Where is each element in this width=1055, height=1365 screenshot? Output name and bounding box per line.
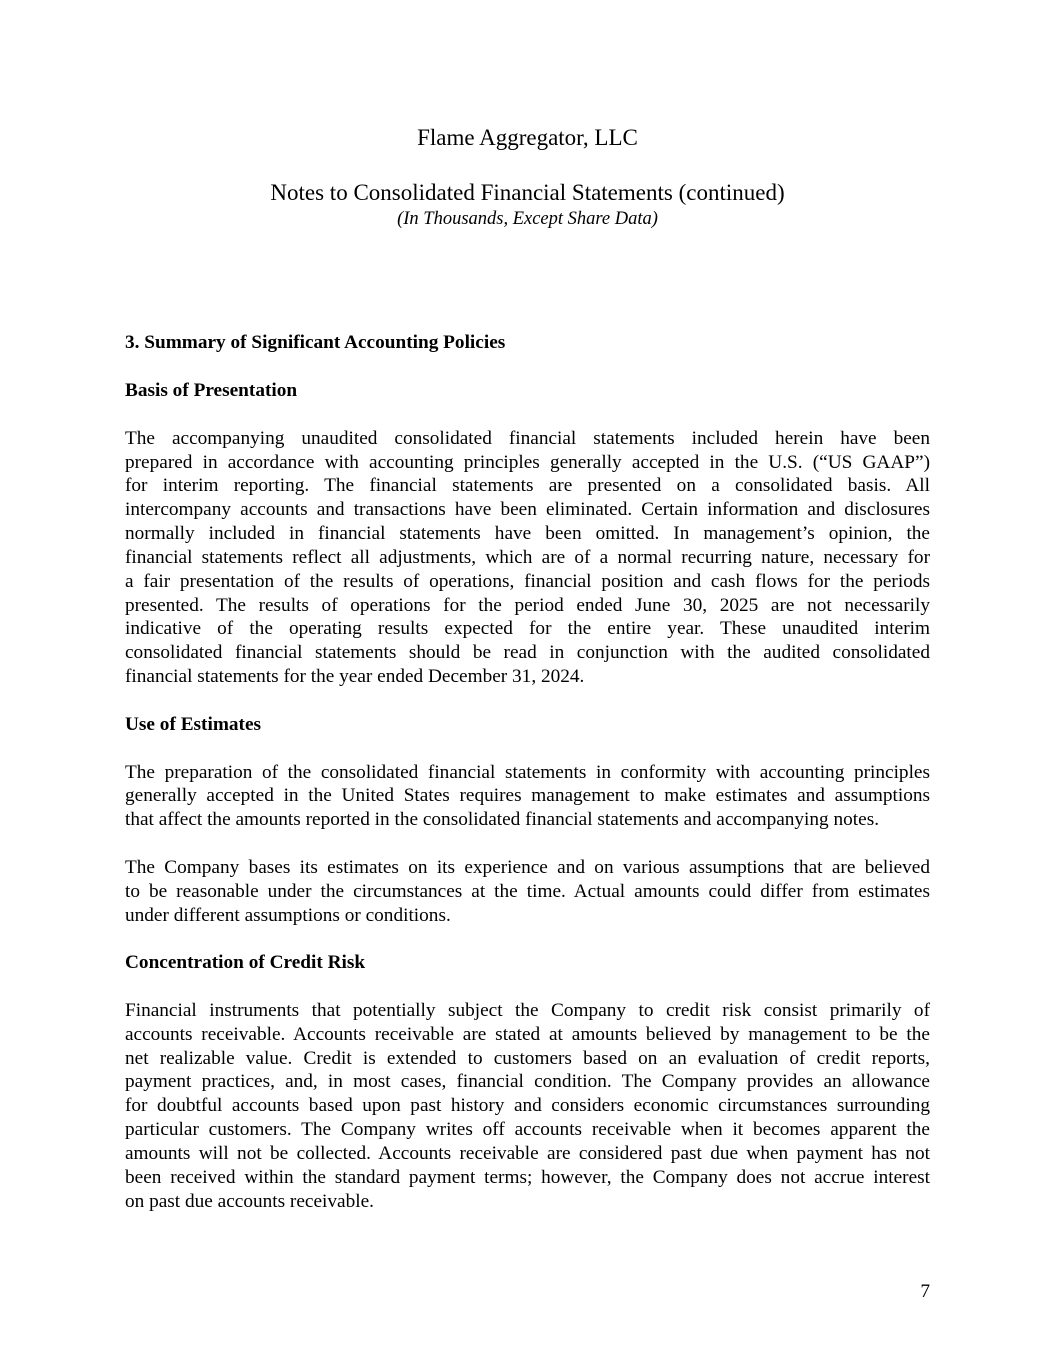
paragraph-line: prepared in accordance with accounting principles generally accepted in the U.S. (“US GAAP”)	[125, 451, 930, 473]
paragraph-line: financial statements for the year ended December 31, 2024.	[125, 666, 585, 688]
paragraph	[125, 427, 930, 689]
paragraph	[125, 999, 930, 1214]
paragraph	[125, 761, 930, 833]
paragraph-line: presented. The results of operations for the period ended June 30, 2025 are not necessarily	[125, 594, 930, 616]
paragraph-line: consolidated financial statements should be read in conjunction with the audited consolidated	[125, 642, 930, 664]
paragraph-line: intercompany accounts and transactions have been eliminated. Certain information and disclosures	[125, 499, 930, 521]
paragraph-line: generally accepted in the United States requires management to make estimates and assumptions	[125, 785, 930, 807]
paragraph-line: a fair presentation of the results of operations, financial position and cash flows for the periods	[125, 570, 930, 592]
paragraph-line: indicative of the operating results expected for the entire year. These unaudited interim	[125, 618, 930, 640]
paragraph-line: amounts will not be collected. Accounts receivable are considered past due when payment has not	[125, 1143, 930, 1164]
paragraph-line: to be reasonable under the circumstances at the time. Actual amounts could differ from estimates	[125, 880, 930, 902]
spacer	[125, 403, 930, 427]
paragraph-line: particular customers. The Company writes off accounts receivable when it becomes apparent the	[125, 1119, 930, 1141]
paragraph-line: The Company bases its estimates on its experience and on various assumptions that are believed	[125, 856, 930, 878]
paragraph-line: for interim reporting. The financial statements are presented on a consolidated basis. All	[125, 475, 930, 497]
paragraph-line: The preparation of the consolidated financial statements in conformity with accounting principles	[125, 761, 930, 783]
paragraph-line: been received within the standard payment terms; however, the Company does not accrue interest	[125, 1166, 930, 1188]
paragraph-line: payment practices, and, in most cases, financial condition. The Company provides an allowance	[125, 1071, 930, 1093]
paragraph-line: net realizable value. Credit is extended to customers based on an evaluation of credit reports,	[125, 1047, 930, 1069]
page-title: Notes to Consolidated Financial Statements (continued)	[270, 180, 785, 205]
paragraph-line: financial statements reflect all adjustments, which are of a normal recurring nature, necessary for	[125, 546, 930, 568]
paragraph-line: that affect the amounts reported in the consolidated financial statements and accompanying notes.	[125, 809, 880, 831]
subsection-heading: Basis of Presentation	[125, 380, 298, 401]
section-heading: 3. Summary of Significant Accounting Policies	[125, 332, 506, 353]
company-name: Flame Aggregator, LLC	[417, 125, 638, 150]
spacer	[125, 689, 930, 713]
page-number: 7	[920, 1281, 930, 1302]
page-subtitle: (In Thousands, Except Share Data)	[397, 209, 658, 229]
section-body	[125, 379, 930, 1214]
paragraph-line: under different assumptions or conditions.	[125, 904, 451, 926]
paragraph-line: on past due accounts receivable.	[125, 1190, 374, 1212]
paragraph-line: The accompanying unaudited consolidated financial statements included herein have been	[125, 427, 930, 449]
paragraph-line: for doubtful accounts based upon past history and considers economic circumstances surrounding	[125, 1095, 930, 1117]
spacer	[125, 975, 930, 999]
subsection-heading: Use of Estimates	[125, 713, 262, 735]
paragraph-line: normally included in financial statements have been omitted. In management’s opinion, the	[125, 523, 930, 545]
paragraph	[125, 856, 930, 928]
spacer	[125, 927, 930, 951]
paragraph-line: Financial instruments that potentially subject the Company to credit risk consist primarily of	[125, 999, 930, 1021]
spacer	[125, 832, 930, 856]
spacer	[125, 737, 930, 761]
subsection-heading: Concentration of Credit Risk	[125, 952, 366, 974]
paragraph-line: accounts receivable. Accounts receivable are stated at amounts believed by management to be the	[125, 1023, 930, 1045]
